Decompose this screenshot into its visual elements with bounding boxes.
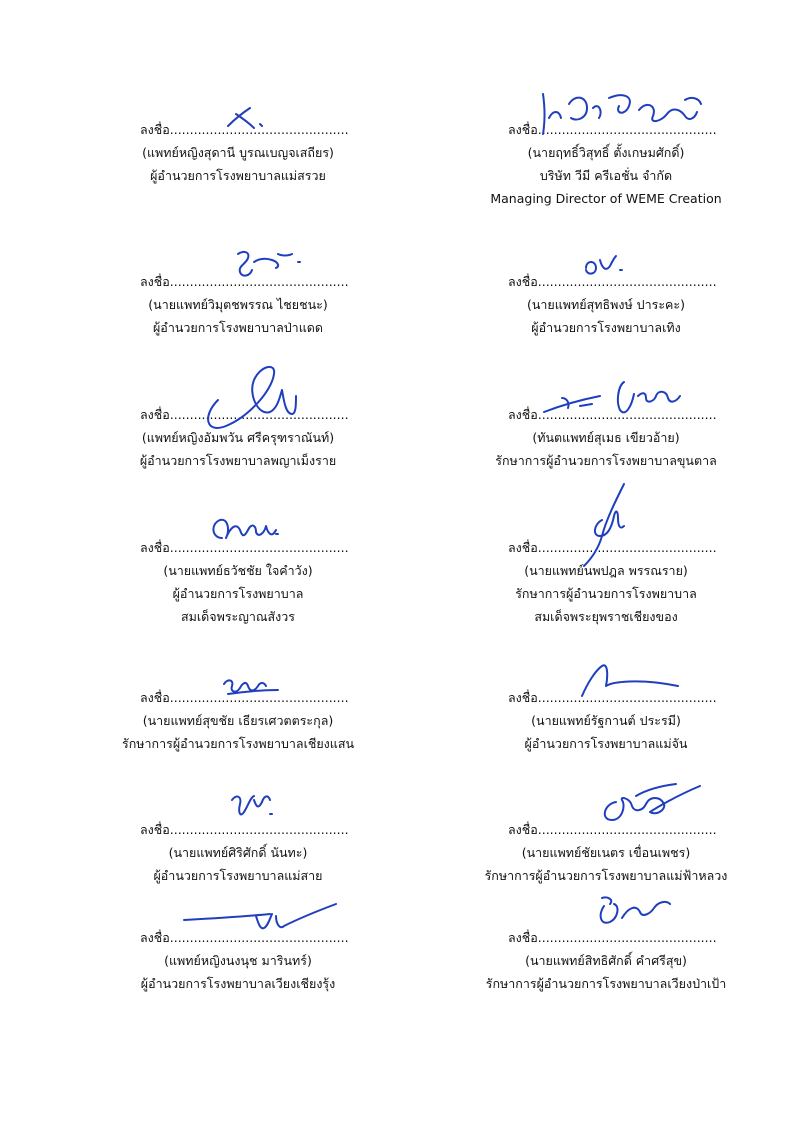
signatory-position: ผู้อำนวยการโรงพยาบาลพญาเม็งราย	[139, 453, 337, 468]
signature-label: ลงชื่อ	[140, 274, 170, 289]
signature-block	[88, 118, 388, 187]
signature-block	[456, 270, 756, 339]
signatory-position: บริษัท วีมี ครีเอชั่น จำกัด	[539, 168, 673, 183]
signatory-name: (แพทย์หญิงนงนุช มารินทร์)	[164, 953, 312, 968]
signatory-name: (นายแพทย์นพปฎล พรรณราย)	[524, 563, 688, 578]
signatory-position: ผู้อำนวยการโรงพยาบาล	[172, 586, 304, 601]
signatory-name: (แพทย์หญิงสุดานี บูรณเบญจเสถียร)	[142, 145, 334, 160]
signature-block	[456, 818, 756, 887]
signatory-name: (แพทย์หญิงอัมพวัน ศรีครุฑราณันท์)	[141, 430, 335, 445]
signature-line: ลงชื่อ.............................................	[140, 822, 349, 837]
signature-block	[88, 270, 388, 339]
signatory-position: รักษาการผู้อำนวยการโรงพยาบาล	[515, 586, 697, 601]
signature-line: ลงชื่อ.............................................	[508, 407, 717, 422]
signatory-position: Managing Director of WEME Creation	[490, 191, 722, 206]
signature-line: ลงชื่อ.............................................	[140, 690, 349, 705]
signature-label: ลงชื่อ	[508, 930, 538, 945]
signatory-name: (นายแพทย์สุขชัย เธียรเศวตตระกุล)	[142, 713, 334, 728]
signature-block	[88, 818, 388, 887]
signatory-position: ผู้อำนวยการโรงพยาบาลแม่สาย	[153, 868, 323, 883]
signature-line: ลงชื่อ.............................................	[140, 930, 349, 945]
signature-label: ลงชื่อ	[508, 122, 538, 137]
signatory-position: รักษาการผู้อำนวยการโรงพยาบาลขุนตาล	[495, 453, 717, 468]
signatory-position: ผู้อำนวยการโรงพยาบาลเวียงเชียงรุ้ง	[140, 976, 336, 991]
signatory-position: ผู้อำนวยการโรงพยาบาลแม่สรวย	[150, 168, 326, 183]
signature-label: ลงชื่อ	[508, 540, 538, 555]
signature-label: ลงชื่อ	[140, 690, 170, 705]
signature-block	[88, 686, 388, 755]
signature-block	[88, 926, 388, 995]
signatory-name: (นายแพทย์วิมุตชพรรณ ไชยชนะ)	[148, 297, 328, 312]
signature-line: ลงชื่อ.............................................	[508, 274, 717, 289]
signatory-name: (นายฤทธิ์วิสุทธิ์ ตั้งเกษมศักดิ์)	[527, 145, 685, 160]
signatory-position: สมเด็จพระญาณสังวร	[181, 609, 295, 624]
signatory-name: (นายแพทย์ชัยเนตร เขื่อนเพชร)	[521, 845, 691, 860]
signatory-name: (นายแพทย์ศิริศักดิ์ นันทะ)	[168, 845, 308, 860]
signature-line: ลงชื่อ.............................................	[508, 690, 717, 705]
signature-line: ลงชื่อ.............................................	[140, 540, 349, 555]
signature-block	[456, 118, 756, 210]
signature-line: ลงชื่อ.............................................	[140, 122, 349, 137]
signature-block	[456, 403, 756, 472]
signature-block	[88, 536, 388, 628]
signature-line: ลงชื่อ.............................................	[140, 407, 349, 422]
signatory-position: ผู้อำนวยการโรงพยาบาลเทิง	[531, 320, 681, 335]
signature-label: ลงชื่อ	[140, 122, 170, 137]
signatory-name: (นายแพทย์สิทธิศักดิ์ คำศรีสุข)	[525, 953, 687, 968]
signature-line: ลงชื่อ.............................................	[508, 122, 717, 137]
signature-label: ลงชื่อ	[508, 274, 538, 289]
signature-label: ลงชื่อ	[140, 407, 170, 422]
signatory-name: (นายแพทย์รัฐกานต์ ประรมี)	[531, 713, 681, 728]
signatory-position: ผู้อำนวยการโรงพยาบาลแม่จัน	[524, 736, 688, 751]
signature-line: ลงชื่อ.............................................	[508, 540, 717, 555]
signature-block	[456, 926, 756, 995]
signature-line: ลงชื่อ.............................................	[140, 274, 349, 289]
signature-label: ลงชื่อ	[140, 930, 170, 945]
signature-label: ลงชื่อ	[140, 822, 170, 837]
signature-label: ลงชื่อ	[508, 690, 538, 705]
signature-block	[456, 686, 756, 755]
signatory-position: สมเด็จพระยุพราชเชียงของ	[534, 609, 678, 624]
signature-block	[88, 403, 388, 472]
signature-label: ลงชื่อ	[508, 822, 538, 837]
signatory-position: รักษาการผู้อำนวยการโรงพยาบาลแม่ฟ้าหลวง	[484, 868, 728, 883]
handwritten-signature	[228, 788, 278, 822]
signatory-name: (ทันตแพทย์สุเมธ เขียวอ้าย)	[532, 430, 680, 445]
signatory-position: ผู้อำนวยการโรงพยาบาลป่าแดด	[152, 320, 323, 335]
signatory-position: รักษาการผู้อำนวยการโรงพยาบาลเชียงแสน	[121, 736, 355, 751]
signature-line: ลงชื่อ.............................................	[508, 930, 717, 945]
signature-line: ลงชื่อ.............................................	[508, 822, 717, 837]
signatory-name: (นายแพทย์ธวัชชัย ใจคำวัง)	[163, 563, 313, 578]
signatory-name: (นายแพทย์สุทธิพงษ์ ปาระคะ)	[526, 297, 685, 312]
signature-label: ลงชื่อ	[140, 540, 170, 555]
signature-label: ลงชื่อ	[508, 407, 538, 422]
signatory-position: รักษาการผู้อำนวยการโรงพยาบาลเวียงป่าเป้า	[485, 976, 727, 991]
signature-block	[456, 536, 756, 628]
